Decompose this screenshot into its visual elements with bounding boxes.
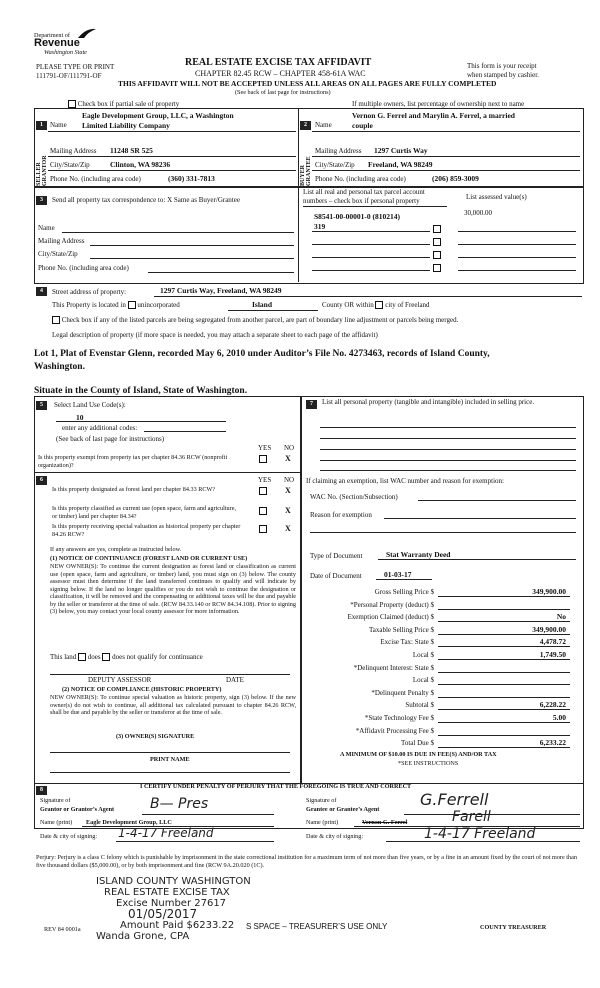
- county-value: Island: [252, 300, 273, 309]
- assessed-line-1[interactable]: [458, 231, 576, 232]
- calc-row-label: Excise Tax: State $: [380, 638, 434, 647]
- calc-row-label: Total Due $: [401, 739, 434, 748]
- rev-number: REV 84 0001a: [44, 926, 81, 933]
- if-any-yes: If any answers are yes, complete as instructed below.: [50, 546, 182, 553]
- stamp-line-2: REAL ESTATE EXCISE TAX: [104, 887, 230, 898]
- legal-label: Legal description of property (if more space is needed, you may attach a separate sheet to each page of the affidavit): [52, 331, 378, 339]
- calc-row-value[interactable]: 4,478.72: [539, 637, 566, 647]
- seller-name-label: Name: [50, 121, 67, 129]
- section5-no-header: NO: [284, 444, 295, 452]
- forest-yes-checkbox[interactable]: [259, 487, 267, 495]
- personal-property-line-4[interactable]: [320, 460, 576, 461]
- minimum-due: A MINIMUM OF $10.00 IS DUE IN FEE(S) AND/OR TAX: [340, 751, 497, 758]
- grantee-signature[interactable]: G.Ferrell: [420, 790, 489, 809]
- current-use-yes-checkbox[interactable]: [259, 507, 267, 515]
- notice1-title: (1) NOTICE OF CONTINUANCE (FOREST LAND OR CURRENT USE): [50, 555, 248, 562]
- does-not-label: does not qualify for continuance: [112, 653, 203, 661]
- seller-phone-value[interactable]: (360) 331-7813: [168, 174, 215, 183]
- grantee-date-label: Date & city of signing:: [306, 833, 364, 840]
- assessed-header: List assessed value(s): [466, 193, 527, 201]
- deputy-assessor-label: DEPUTY ASSESSOR: [88, 676, 152, 684]
- buyer-section-number-wrap: [300, 120, 311, 130]
- notice2-text: NEW OWNER(S): To continue special valuation as historic property, sign (3) below. If the new owner(s) do not wish to continue, all additional tax calculated pursuant to chapter 84.26 RCW, shall be due and payable by the seller or transferor at the time of sale.: [50, 694, 296, 716]
- parcel-line-2[interactable]: [312, 244, 430, 245]
- historic-yes-checkbox[interactable]: [259, 525, 267, 533]
- buyer-mailing-label: Mailing Address: [315, 147, 362, 155]
- assessed-line-3[interactable]: [458, 257, 576, 258]
- does-label: does: [87, 653, 101, 661]
- section3-mailing-label: Mailing Address: [38, 237, 85, 245]
- calc-row-line: [438, 709, 570, 710]
- unincorporated-label: unincorporated: [137, 301, 180, 309]
- logo-department-of: Department of: [34, 32, 70, 39]
- owner-signature-line[interactable]: [50, 752, 290, 753]
- calc-row-value[interactable]: 1,749.50: [539, 650, 566, 659]
- wac-line[interactable]: [418, 500, 576, 501]
- calc-row-value[interactable]: 5.00: [552, 713, 566, 722]
- calc-row-label: Local $: [412, 676, 434, 685]
- calc-row-value[interactable]: 349,900.00: [532, 624, 566, 634]
- grantor-name-label: Name (print): [40, 819, 73, 826]
- seller-buyer-divider: [298, 108, 299, 186]
- calc-row-value[interactable]: No: [556, 612, 566, 622]
- grantor-sig-line: [142, 814, 274, 815]
- grantee-name-hand[interactable]: Farell: [452, 809, 491, 825]
- calc-row-value[interactable]: 6,228.22: [539, 700, 566, 710]
- grantee-name-label: Name (print): [306, 819, 339, 826]
- section3-name-line[interactable]: [62, 232, 294, 233]
- section7-number-wrap: [306, 399, 317, 409]
- seller-side-label: SELLER GRANTOR: [36, 155, 48, 186]
- calc-row-line: [438, 697, 570, 698]
- perjury-text: Perjury: Perjury is a class C felony which is punishable by imprisonment in the state correctional institution for a maximum term of not more than five years, or by a fine in an amount fixed by the court of not more than five thousand dollars ($5,000.00), or by both imprisonment and fine (RCW 9A.20.020 (1C).: [36, 854, 577, 869]
- grantee-date-line: [386, 841, 580, 842]
- calc-row-label: *Delinquent Interest: State $: [353, 663, 434, 672]
- buyer-name-1: Vernon G. Ferrel and Marylin A. Ferrel, a married: [352, 111, 515, 120]
- section5-number-wrap: [36, 400, 47, 410]
- grantee-sig-label-2: Grantee or Grantee’s Agent: [306, 806, 380, 813]
- historic-no-mark[interactable]: X: [285, 524, 291, 533]
- form-see-back: (See back of last page for instructions): [235, 89, 331, 96]
- parcel-2: 319: [314, 222, 326, 231]
- grantor-name-value[interactable]: Eagle Development Group, LLC: [86, 819, 172, 826]
- exempt-question: Is this property exempt from property tax per chapter 84.36 RCW (nonprofit organization)?: [38, 454, 228, 469]
- parcel-line-3[interactable]: [312, 257, 430, 258]
- personal-property-line-5[interactable]: [320, 470, 576, 471]
- receipt-note-2: when stamped by cashier.: [467, 71, 539, 79]
- grantee-sig-line: [404, 814, 580, 815]
- stamp-line-3: Excise Number 27617: [116, 898, 227, 909]
- notice2-title: (2) NOTICE OF COMPLIANCE (HISTORIC PROPERTY): [62, 686, 222, 693]
- section3-correspondence: Send all property tax correspondence to: X Same as Buyer/Grantee: [52, 196, 240, 204]
- county-or-label: County OR within: [322, 301, 374, 309]
- legal-text-1: Lot 1, Plat of Evenstar Glenn, recorded May 6, 2010 under Auditor’s File No. 4273463, records of Island County,: [34, 349, 490, 359]
- buyer-city-label: City/State/Zip: [315, 161, 355, 169]
- calc-row-line: [438, 747, 570, 748]
- reason-line-2[interactable]: [310, 532, 576, 533]
- parcel-personal-checkbox-4[interactable]: [433, 264, 441, 272]
- parcel-personal-checkbox-2[interactable]: [433, 238, 441, 246]
- owner-signature-label: (3) OWNER(S) SIGNATURE: [116, 733, 195, 740]
- reason-line-1[interactable]: [384, 518, 576, 519]
- buyer-mailing-value[interactable]: 1297 Curtis Way: [374, 146, 428, 155]
- street-line: [154, 296, 582, 297]
- notice1-text: NEW OWNER(S): To continue the current designation as forest land or classification as current use (open space, farm and agriculture, or timber) land, you must sign on (3) below. The county assessor must then determine if the land transferred continues to qualify and will indicate by signing below. If the land no longer qualifies or you do not wish to continue the designation or classification, it will be removed and the compensating or additional taxes will be due and payable by the seller or transferor at the time of sale. (RCW 84.33.140 or RCW 84.34.108). Prior to signing (3) below, you may contact your local county assessor for more information.: [50, 563, 296, 615]
- stamp-line-6: Wanda Grone, CPA: [96, 931, 190, 942]
- buyer-name-label: Name: [315, 121, 332, 129]
- land-use-label: Select Land Use Code(s):: [54, 401, 126, 409]
- section4-number: 4: [36, 287, 47, 296]
- section8-number: 8: [36, 786, 47, 795]
- calc-row-value[interactable]: 349,900.00: [532, 587, 566, 596]
- buyer-phone-value[interactable]: (206) 859-3009: [432, 174, 479, 183]
- section3-divider: [298, 186, 299, 282]
- section3-city-label: City/State/Zip: [38, 250, 78, 258]
- seller-city-label: City/State/Zip: [50, 161, 90, 169]
- street-value[interactable]: 1297 Curtis Way, Freeland, WA 98249: [160, 286, 282, 295]
- forest-question: Is this property designated as forest land per chapter 84.33 RCW?: [52, 486, 216, 493]
- seller-mailing-line: [48, 156, 296, 157]
- reason-label: Reason for exemption: [310, 511, 372, 519]
- parcel-header-1: List all real and personal tax parcel account: [303, 188, 425, 196]
- stamp-line-4: 01/05/2017: [128, 907, 198, 921]
- doc-date-line: [376, 579, 432, 580]
- historic-question: Is this property receiving special valuation as historical property per chapter 84.26 RCW?: [52, 523, 241, 538]
- logo-washington-state: Washington State: [44, 49, 87, 56]
- doc-type-line: [378, 559, 576, 560]
- calc-row-label: Subtotal $: [405, 701, 434, 710]
- section3-mailing-line[interactable]: [90, 245, 294, 246]
- form-title: REAL ESTATE EXCISE TAX AFFIDAVIT: [185, 57, 372, 68]
- calc-row-line: [438, 684, 570, 685]
- calc-row-line: [438, 609, 570, 610]
- section3-phone-line[interactable]: [148, 272, 294, 273]
- receipt-note-1: This form is your receipt: [467, 62, 537, 70]
- please-type: PLEASE TYPE OR PRINT: [36, 63, 115, 71]
- parcel-line-4[interactable]: [312, 270, 430, 271]
- assessed-value-1: 30,000.00: [464, 209, 492, 217]
- calc-row-label: Taxable Selling Price $: [368, 625, 434, 634]
- seller-name-line: [48, 131, 296, 132]
- section6-number: 6: [36, 476, 47, 485]
- buyer-name-2: couple: [352, 121, 373, 130]
- grantee-sig-label-1: Signature of: [306, 797, 337, 804]
- multiple-owners-note: If multiple owners, list percentage of ownership next to name: [352, 100, 525, 108]
- parcel-header-2: numbers – check box if personal property: [303, 197, 420, 205]
- current-use-question: Is this property classified as current use (open space, farm and agriculture, or timber) land per chapter 84.34?: [52, 505, 237, 520]
- calc-row-line: [438, 722, 570, 723]
- current-use-no-mark[interactable]: X: [285, 506, 291, 515]
- this-land-row: [50, 653, 203, 661]
- grantee-name-value[interactable]: Vernon G. Ferrel: [362, 819, 408, 826]
- county-line: [228, 310, 318, 311]
- parcel-line-1[interactable]: [312, 231, 430, 232]
- situate-text: Situate in the County of Island, State of Washington.: [34, 386, 248, 396]
- calc-row-line: [438, 646, 570, 647]
- parcel-personal-checkbox-3[interactable]: [433, 251, 441, 259]
- form-chapter: CHAPTER 82.45 RCW – CHAPTER 458-61A WAC: [195, 69, 366, 78]
- seller-name-2: Limited Liability Company: [82, 121, 170, 130]
- section5-yes-header: YES: [258, 444, 272, 452]
- buyer-city-value[interactable]: Freeland, WA 98249: [368, 160, 433, 169]
- buyer-mailing-line: [312, 156, 580, 157]
- section3-name-label: Name: [38, 224, 55, 232]
- buyer-side-label: BUYER GRANTEE: [300, 156, 312, 186]
- parcel-1: S8541-00-00001-0 (810214): [314, 212, 401, 221]
- section7-number: 7: [306, 400, 317, 409]
- doc-type-label: Type of Document: [310, 552, 363, 560]
- city-label: city of Freeland: [385, 301, 430, 309]
- seller-mailing-label: Mailing Address: [50, 147, 97, 155]
- additional-codes-label: enter any additional codes:: [62, 424, 138, 432]
- stamp-line-1: ISLAND COUNTY WASHINGTON: [96, 876, 251, 887]
- located-in-label: This Property is located in: [52, 301, 126, 309]
- buyer-section-number: 2: [300, 121, 311, 130]
- section6-no-header: NO: [284, 476, 295, 484]
- segregated-row: [52, 316, 458, 324]
- legal-text-2: Washington.: [34, 362, 85, 372]
- section5-see-back: (See back of last page for instructions): [56, 435, 165, 443]
- personal-property-line-1[interactable]: [320, 427, 576, 428]
- grantor-sig-label-1: Signature of: [40, 797, 71, 804]
- assessed-line-2[interactable]: [458, 244, 576, 245]
- assessed-line-4[interactable]: [458, 270, 576, 271]
- land-use-code[interactable]: 10: [76, 413, 84, 422]
- does-not-checkbox[interactable]: [102, 653, 110, 661]
- section3-number-wrap: [36, 195, 47, 205]
- calc-row-label: *State Technology Fee $: [364, 714, 434, 722]
- personal-property-line-3[interactable]: [320, 449, 576, 450]
- doc-type-value[interactable]: Stat Warranty Deed: [386, 550, 451, 559]
- additional-codes-line[interactable]: [144, 431, 226, 432]
- calc-row-line: [438, 634, 570, 635]
- parcel-personal-checkbox-1[interactable]: [433, 225, 441, 233]
- street-label: Street address of property:: [52, 288, 127, 296]
- calc-row-line: [438, 672, 570, 673]
- section4-number-wrap: [36, 286, 47, 296]
- deputy-date-label: DATE: [226, 676, 244, 684]
- stamp-line-5: Amount Paid $6233.22: [120, 920, 235, 931]
- calc-row-line: [438, 659, 570, 660]
- treasurer-use-label: S SPACE – TREASURER’S USE ONLY: [246, 922, 388, 931]
- calc-row-line: [438, 735, 570, 736]
- seller-city-value[interactable]: Clinton, WA 98236: [110, 160, 171, 169]
- grantor-sig-label-2: Grantor or Grantor’s Agent: [40, 806, 115, 813]
- calc-row-label: Local $: [412, 651, 434, 659]
- does-checkbox[interactable]: [78, 653, 86, 661]
- personal-property-label: List all personal property (tangible and intangible) included in selling price.: [322, 398, 535, 406]
- calc-row-line: [438, 596, 570, 597]
- buyer-city-line: [312, 170, 580, 171]
- grantor-signature[interactable]: B— Pres: [150, 796, 209, 812]
- calc-row-label: *Delinquent Penalty $: [371, 688, 434, 697]
- section6-number-wrap: [36, 475, 47, 485]
- city-checkbox[interactable]: [375, 301, 383, 309]
- exemption-claim-label: If claiming an exemption, list WAC number and reason for exemption:: [306, 477, 504, 485]
- calc-row-label: Gross Selling Price $: [374, 588, 434, 596]
- buyer-phone-label: Phone No. (including area code): [315, 175, 406, 183]
- seller-section-number: 1: [36, 121, 47, 130]
- located-in-row: [52, 301, 180, 309]
- unincorporated-checkbox[interactable]: [128, 301, 136, 309]
- exempt-no-mark[interactable]: X: [285, 454, 291, 463]
- segregated-label: Check box if any of the listed parcels are being segregated from another parcel, are part of boundary line adjustment or parcels being merged.: [61, 316, 459, 324]
- seller-phone-label: Phone No. (including area code): [50, 175, 141, 183]
- section5-number: 5: [36, 401, 47, 410]
- print-name-label: PRINT NAME: [150, 756, 190, 763]
- seller-section-number-wrap: [36, 120, 47, 130]
- treasurer-stamp: [96, 876, 251, 942]
- section3-phone-label: Phone No. (including area code): [38, 264, 129, 272]
- buyer-name-line: [312, 131, 580, 132]
- seller-mailing-value[interactable]: 11248 SR 525: [110, 146, 153, 155]
- seller-city-line: [48, 170, 296, 171]
- logo-revenue: Revenue: [34, 37, 80, 49]
- grantee-date-hand[interactable]: 1-4-17 Freeland: [424, 826, 536, 842]
- parcel-header-line: [303, 206, 447, 207]
- grantor-date-hand[interactable]: 1-4-17 Freeland: [118, 826, 214, 840]
- form-warning: THIS AFFIDAVIT WILL NOT BE ACCEPTED UNLESS ALL AREAS ON ALL PAGES ARE FULLY COMPLETED: [118, 79, 497, 88]
- partial-sale-label: Check box if partial sale of property: [77, 100, 180, 108]
- segregated-checkbox[interactable]: [52, 316, 60, 324]
- minimum-see: *SEE INSTRUCTIONS: [398, 760, 459, 767]
- this-land-label: This land: [50, 653, 77, 661]
- form-number: 111791-OF/111791-OF: [36, 72, 102, 80]
- calc-row-label: *Personal Property (deduct) $: [350, 600, 434, 609]
- calc-row-value[interactable]: 6,233.22: [539, 738, 566, 748]
- deputy-line[interactable]: [50, 674, 290, 675]
- calc-row-label: *Affidavit Processing Fee $: [355, 726, 434, 735]
- calc-row-line: [438, 621, 570, 622]
- land-use-line: [56, 421, 226, 422]
- doc-date-label: Date of Document: [310, 572, 362, 580]
- section8-number-wrap: [36, 785, 47, 795]
- county-or-row: [322, 301, 430, 309]
- section6-yes-header: YES: [258, 476, 272, 484]
- grantor-date-label: Date & city of signing:: [40, 833, 98, 840]
- calc-row-label: Exemption Claimed (deduct) $: [347, 613, 434, 622]
- certify-text: I CERTIFY UNDER PENALTY OF PERJURY THAT THE FOREGOING IS TRUE AND CORRECT: [140, 783, 412, 790]
- wac-label: WAC No. (Section/Subsection): [310, 493, 398, 501]
- print-name-line[interactable]: [50, 772, 290, 773]
- section3-city-line[interactable]: [90, 258, 294, 259]
- section3-number: 3: [36, 196, 47, 205]
- grantor-date-line: [116, 841, 274, 842]
- exempt-yes-checkbox[interactable]: [259, 455, 267, 463]
- personal-property-line-2[interactable]: [320, 438, 576, 439]
- forest-no-mark[interactable]: X: [285, 486, 291, 495]
- doc-date-value[interactable]: 01-03-17: [384, 570, 412, 579]
- county-treasurer-label: COUNTY TREASURER: [480, 924, 547, 931]
- dor-logo: [34, 28, 104, 56]
- section6-top-line: [34, 472, 300, 473]
- seller-name-1: Eagle Development Group, LLC, a Washington: [82, 111, 234, 120]
